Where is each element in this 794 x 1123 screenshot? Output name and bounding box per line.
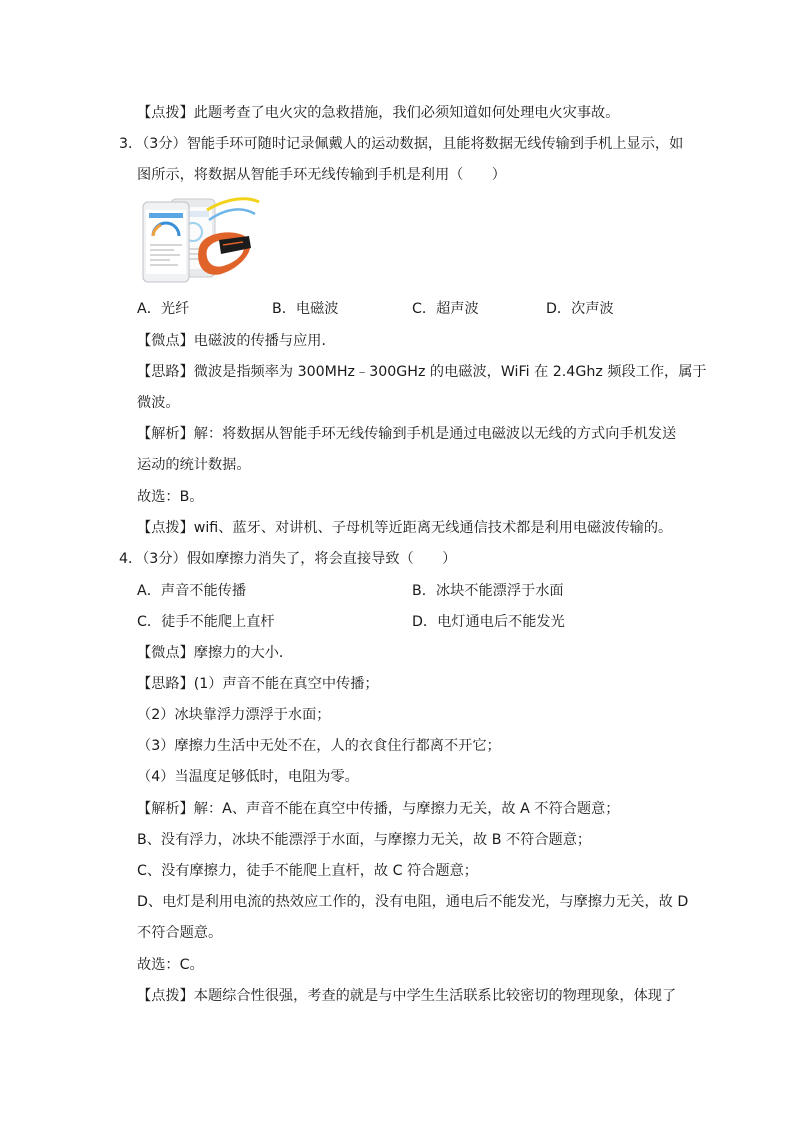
q4-choice-a: A．声音不能传播 xyxy=(137,583,247,599)
q4-analysis-line-5: 不符合题意。 xyxy=(137,925,223,941)
q3-answer: 故选：B。 xyxy=(137,489,204,505)
smart-band-phone-photo xyxy=(137,196,261,284)
q3-choice-d: D．次声波 xyxy=(546,301,614,317)
q3-analysis-line-1: 【解析】解：将数据从智能手环无线传输到手机是通过电磁波以无线的方式向手机发送 xyxy=(137,426,677,442)
q4-idea-line-2: （2）冰块靠浮力漂浮于水面； xyxy=(137,707,331,723)
q3-choice-b: B．电磁波 xyxy=(272,301,339,317)
q4-analysis-line-2: B、没有浮力，冰块不能漂浮于水面，与摩擦力无关，故 B 不符合题意； xyxy=(137,832,592,848)
q4-answer: 故选：C。 xyxy=(137,957,204,973)
q3-tip: 【点拨】wifi、蓝牙、对讲机、子母机等近距离无线通信技术都是利用电磁波传输的。 xyxy=(137,520,673,536)
wave-blue-image xyxy=(209,209,255,220)
q3-stem-line-2: 图所示，将数据从智能手环无线传输到手机是利用（ ） xyxy=(137,167,506,183)
q3-idea-line-1: 【思路】微波是指频率为 300MHz﹣300GHz 的电磁波，WiFi 在 2.4Ghz 频段工作，属于 xyxy=(137,364,707,380)
q4-analysis-line-4: D、电灯是利用电流的热效应工作的，没有电阻，通电后不能发光，与摩擦力无关，故 D xyxy=(137,894,689,910)
q3-point: 【微点】电磁波的传播与应用． xyxy=(137,333,336,349)
q4-idea-line-4: （4）当温度足够低时，电阻为零。 xyxy=(137,769,359,785)
q4-idea-line-3: （3）摩擦力生活中无处不在，人的衣食住行都离不开它； xyxy=(137,738,501,754)
q4-analysis-line-1: 【解析】解：A、声音不能在真空中传播，与摩擦力无关，故 A 不符合题意； xyxy=(137,801,620,817)
smart-band-image xyxy=(198,232,251,274)
q3-stem-line-1: 3．（3分）智能手环可随时记录佩戴人的运动数据，且能将数据无线传输到手机上显示，如 xyxy=(119,136,684,152)
q3-analysis-line-2: 运动的统计数据。 xyxy=(137,457,251,473)
q4-tip-line-1: 【点拨】本题综合性很强，考查的就是与中学生生活联系比较密切的物理现象，体现了 xyxy=(137,988,677,1004)
q4-choice-b: B．冰块不能漂浮于水面 xyxy=(412,583,564,599)
q4-choice-c: C．徒手不能爬上直杆 xyxy=(137,614,275,630)
q3-idea-line-2: 微波。 xyxy=(137,395,180,411)
q3-choice-c: C．超声波 xyxy=(412,301,479,317)
q3-choice-a: A．光纤 xyxy=(137,301,190,317)
q4-point: 【微点】摩擦力的大小． xyxy=(137,645,294,661)
q2-tip: 【点拨】此题考查了电火灾的急救措施，我们必须知道如何处理电火灾事故。 xyxy=(137,105,620,121)
phone-front-image xyxy=(143,202,189,282)
q4-choice-d: D．电灯通电后不能发光 xyxy=(412,614,565,630)
q4-stem: 4．（3分）假如摩擦力消失了，将会直接导致（ ） xyxy=(119,551,457,567)
q4-analysis-line-3: C、没有摩擦力，徒手不能爬上直杆，故 C 符合题意； xyxy=(137,863,478,879)
q4-idea-line-1: 【思路】(1）声音不能在真空中传播； xyxy=(137,676,379,692)
